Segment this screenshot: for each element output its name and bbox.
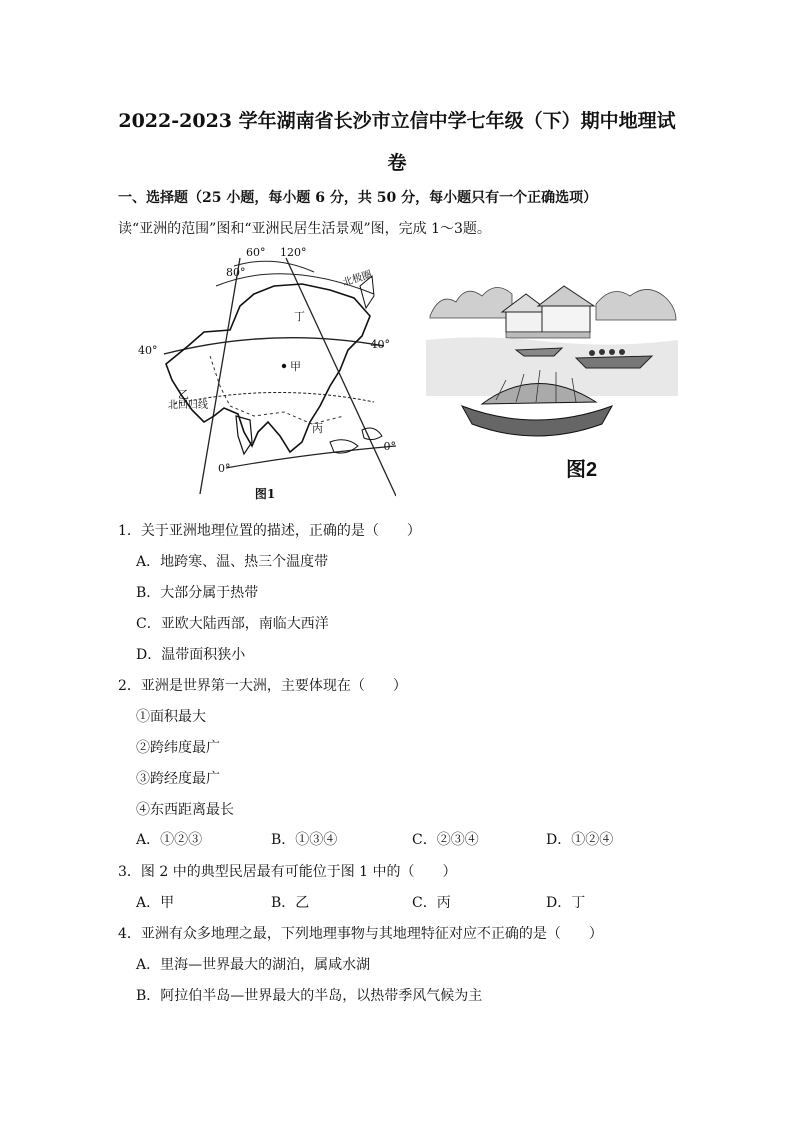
parallel-40 <box>164 338 384 354</box>
figure2-caption: 图2 <box>566 459 598 481</box>
question-2-item-2: ②跨纬度最广 <box>136 740 220 756</box>
parallel-80 <box>234 261 314 272</box>
label-tropic-of-cancer: 北回归线 <box>168 400 208 411</box>
continent-boundary-dashed <box>210 356 344 424</box>
covered-boat-hull <box>462 406 612 436</box>
question-1-option-c[interactable]: C．亚欧大陆西部，南临大西洋 <box>136 616 329 632</box>
question-3-option-b[interactable]: B．乙 <box>271 895 310 911</box>
question-3-option-c[interactable]: C．丙 <box>412 895 451 911</box>
label-lat-80: 80° <box>226 266 246 279</box>
label-lat-40-left: 40° <box>138 344 158 357</box>
question-1-option-a[interactable]: A．地跨寒、温、热三个温度带 <box>136 554 329 570</box>
label-lat-0-left: 0° <box>218 462 231 475</box>
section-heading: 一、选择题（25 小题，每小题 6 分，共 50 分，每小题只有一个正确选项） <box>118 190 598 206</box>
question-4-stem: 4．亚洲有众多地理之最，下列地理事物与其地理特征对应不正确的是（ ） <box>118 926 603 942</box>
question-2-option-a[interactable]: A．①②③ <box>136 832 203 848</box>
house-mid <box>538 286 594 306</box>
house-mid-wall <box>542 306 590 332</box>
question-2-item-3: ③跨经度最广 <box>136 771 220 787</box>
question-1-option-b[interactable]: B．大部分属于热带 <box>136 585 259 601</box>
label-lon-120: 120° <box>280 246 307 259</box>
label-yi: 乙 <box>178 388 189 401</box>
question-3-option-d[interactable]: D．丁 <box>546 895 586 911</box>
page-title: 2022-2023 学年湖南省长沙市立信中学七年级（下）期中地理试 <box>118 110 676 132</box>
question-4-option-a[interactable]: A．里海—世界最大的湖泊，属咸水湖 <box>136 957 371 973</box>
house-left-wall <box>506 312 546 332</box>
asia-range-map <box>134 246 396 502</box>
question-2-option-d[interactable]: D．①②④ <box>546 832 614 848</box>
meridian-60 <box>200 258 240 494</box>
point-jia <box>282 364 286 368</box>
india-outline <box>236 416 252 454</box>
parallel-0 <box>226 446 396 468</box>
question-4-option-b[interactable]: B．阿拉伯半岛—世界最大的半岛，以热带季风气候为主 <box>136 988 483 1004</box>
question-1-stem: 1．关于亚洲地理位置的描述，正确的是（ ） <box>118 523 421 539</box>
boat-people <box>576 356 652 368</box>
label-lat-40-right: 40° <box>370 338 390 351</box>
question-2-item-4: ④东西距离最长 <box>136 802 234 818</box>
question-2-option-c[interactable]: C．②③④ <box>412 832 479 848</box>
house-stilts <box>506 332 590 338</box>
label-lat-0-right: 0° <box>383 440 396 453</box>
figure1-caption: 图1 <box>254 487 276 501</box>
asia-dwelling-scene <box>426 256 678 482</box>
question-1-option-d[interactable]: D．温带面积狭小 <box>136 647 246 663</box>
question-3-option-a[interactable]: A．甲 <box>136 895 175 911</box>
label-jia: 甲 <box>290 360 301 373</box>
page-title-continued: 卷 <box>387 152 407 174</box>
question-3-stem: 3．图 2 中的典型民居最有可能位于图 1 中的（ ） <box>118 864 457 880</box>
label-lon-60: 60° <box>246 246 266 259</box>
tree-line <box>430 287 512 318</box>
label-bing: 丙 <box>312 422 323 435</box>
question-2-option-b[interactable]: B．①③④ <box>271 832 338 848</box>
boat-small <box>516 348 562 356</box>
tree-line-right <box>596 289 676 320</box>
question-2-stem: 2．亚洲是世界第一大洲，主要体现在（ ） <box>118 678 407 694</box>
question-2-item-1: ①面积最大 <box>136 709 206 725</box>
intro-text: 读“亚洲的范围”图和“亚洲民居生活景观”图，完成 1～3题。 <box>118 221 491 237</box>
label-ding: 丁 <box>294 310 305 323</box>
asia-outline <box>166 284 370 452</box>
label-arctic-circle: 北极圈 <box>341 269 374 289</box>
